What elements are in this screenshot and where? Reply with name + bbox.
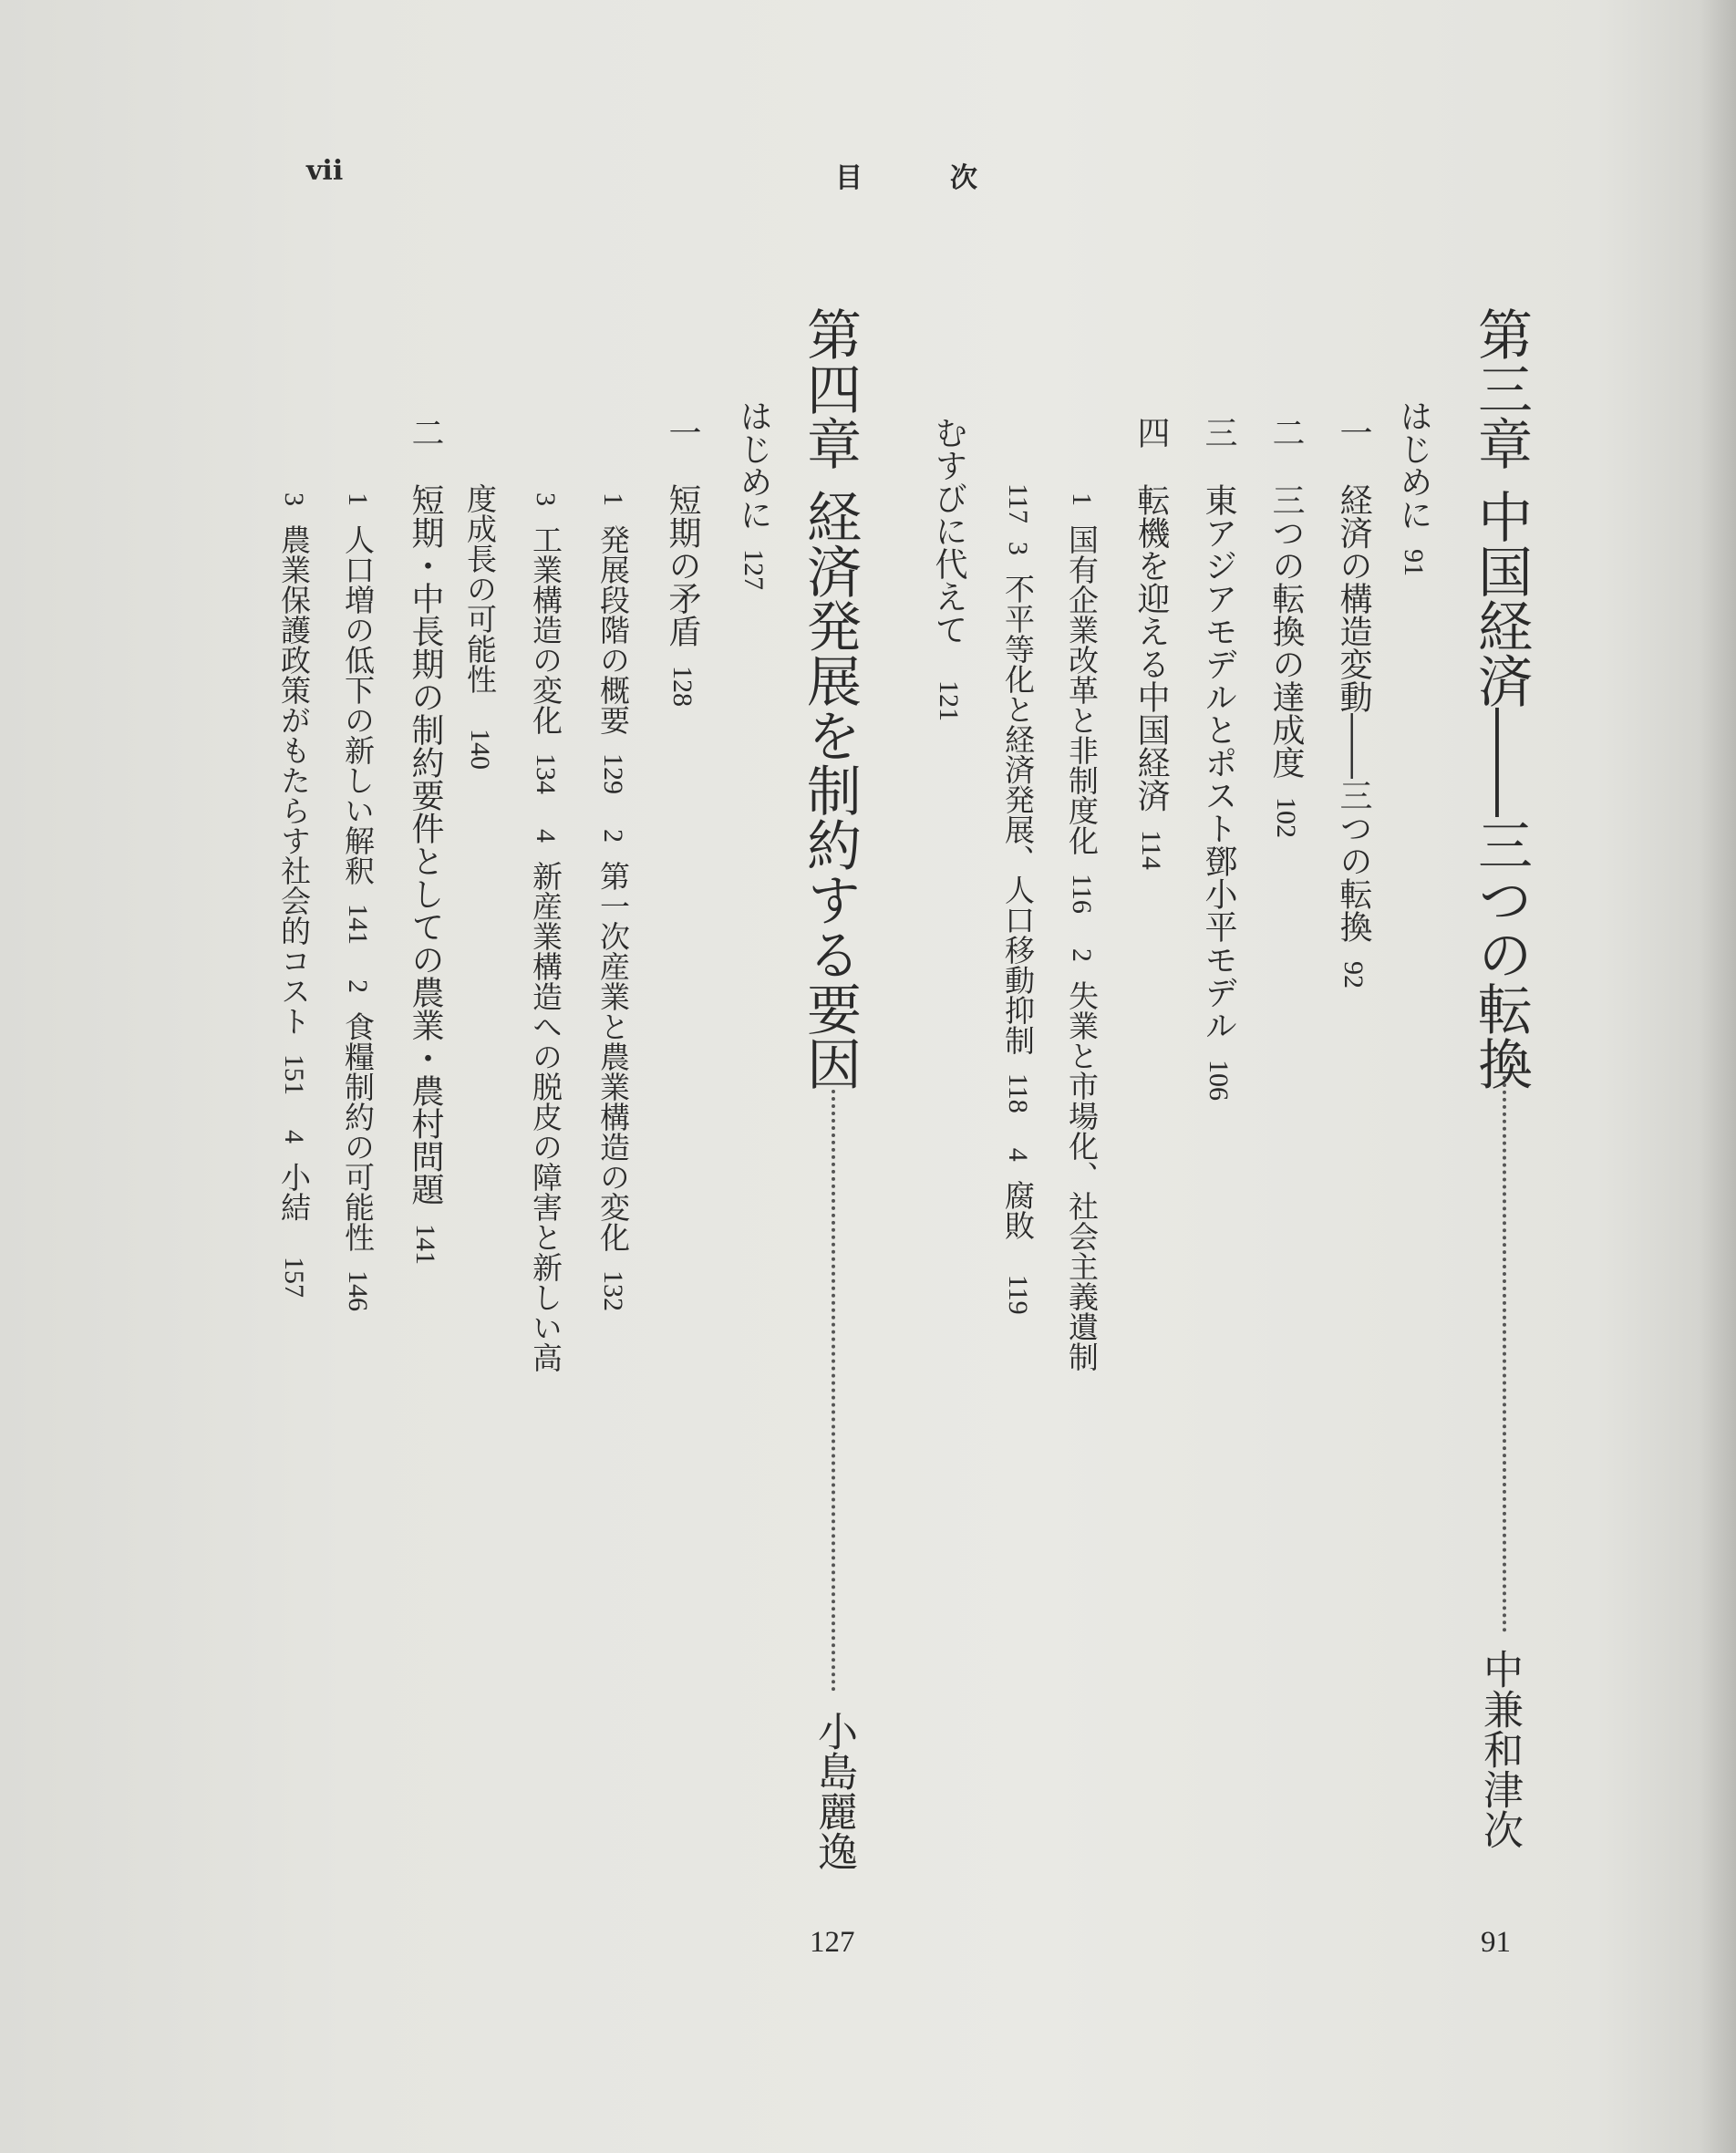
chapter4-section-1: 一短期の矛盾128 — [664, 416, 701, 707]
page-edge-shadow — [1700, 0, 1736, 2153]
chapter3-section-4-items-line-1: 1国有企業改革と非制度化1162失業と市場化、社会主義遺制 — [1064, 492, 1100, 1372]
chapter4-leader-dots — [832, 1090, 835, 1692]
chapter4-section-1-items-line-3: 度成長の可能性140 — [462, 483, 498, 770]
chapter4-page: 127 — [810, 1926, 855, 1959]
chapter4-label: 第四章 — [798, 306, 862, 471]
chapter3-section-3: 三東アジアモデルとポスト鄧小平モデル106 — [1200, 416, 1237, 1101]
chapter4-title: 経済発展を制約する要因 — [798, 489, 862, 1091]
chapter3-label: 第三章 — [1469, 306, 1533, 471]
chapter3-page: 91 — [1481, 1926, 1511, 1959]
page-number: vii — [306, 155, 344, 187]
chapter3-hajimeni-page: 91 — [1399, 549, 1429, 576]
chapter3-section-4: 四転機を迎える中国経済114 — [1132, 416, 1170, 870]
chapter3-leader-dots — [1503, 1076, 1506, 1632]
chapter4-section-1-items-line-1: 1発展段階の概要1292第一次産業と農業構造の変化132 — [595, 492, 631, 1311]
chapter3-heading — [1469, 306, 1533, 1091]
chapter3-author: 中兼和津次 — [1476, 1649, 1523, 1849]
header-title-char-1: 目 — [835, 162, 863, 194]
chapter3-hajimeni: はじめに91 — [1395, 399, 1432, 576]
chapter3-title: 中国経済――三つの転換 — [1469, 489, 1533, 1091]
chapter4-author: 小島麗逸 — [811, 1711, 857, 1871]
chapter4-heading — [798, 306, 862, 1091]
chapter3-section-1: 一経済の構造変動――三つの転換92 — [1335, 416, 1372, 989]
chapter3-section-4-items-line-2: 1173不平等化と経済発展、人口移動抑制1184腐敗119 — [1000, 483, 1036, 1315]
chapter4-section-2: 二短期・中長期の制約要件としての農業・農村問題141 — [407, 416, 444, 1265]
chapter4-hajimeni: はじめに127 — [735, 399, 772, 590]
chapter4-section-1-items-line-2: 3工業構造の変化1344新産業構造への脱皮の障害と新しい高 — [528, 492, 563, 1372]
chapter4-section-2-items-line-2: 3農業保護政策がもたらす社会的コスト1514小結157 — [276, 492, 312, 1298]
chapter4-section-2-items-line-1: 1人口増の低下の新しい解釈1412食糧制約の可能性146 — [340, 492, 376, 1311]
chapter3-section-2: 二三つの転換の達成度102 — [1267, 416, 1305, 838]
chapter3-musubi: むすびに代えて121 — [930, 416, 967, 721]
header-title-char-2: 次 — [950, 162, 977, 194]
